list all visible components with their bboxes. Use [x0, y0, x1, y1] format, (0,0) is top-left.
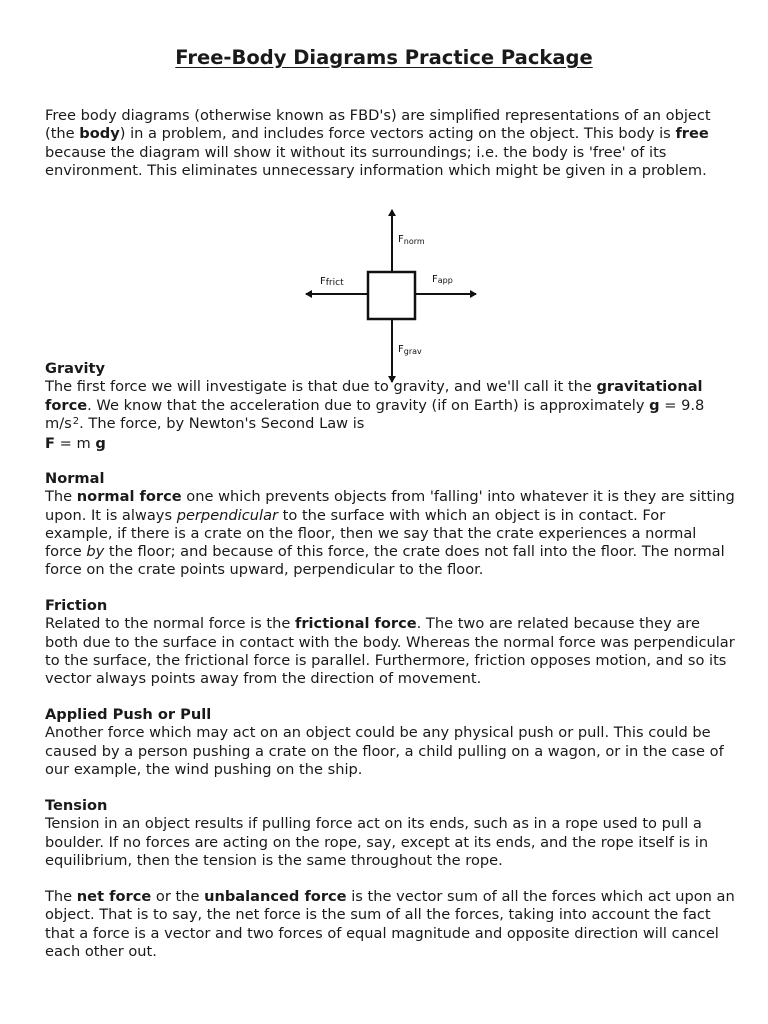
tension-heading: Tension [45, 797, 108, 814]
applied-section [45, 706, 735, 779]
normal-section [45, 470, 735, 580]
applied-heading: Applied Push or Pull [45, 706, 212, 723]
page-title: Free-Body Diagrams Practice Package [175, 46, 593, 69]
friction-force-label: Ffrict [320, 276, 344, 288]
gravity-heading: Gravity [45, 360, 106, 377]
normal-force-label: $F_{norm}$ [398, 234, 425, 246]
gravity-paragraph: The first force we will investigate is that due to gravity, and we'll call it the gravitational force. We know that the acceleration due to gravity (if on Earth) is approximately g = 9.8 $m/s^2$. The force, by Newton's Second Law is [45, 378, 705, 432]
normal-paragraph: The normal force one which prevents objects from 'falling' into whatever it is they are sitting upon. It is always perpendicular to the surface with which an object is in contact. For example, if there is a crate on the floor, then we say that the crate experiences a normal force by the floor; and because of this force, the crate does not fall into the floor. The normal force on the crate points upward, perpendicular to the floor. [45, 488, 735, 579]
tension-paragraph: Tension in an object results if pulling force act on its ends, such as in a rope used to pull a boulder. If no forces are acting on the rope, say, except at its ends, and the rope itself is in equilibrium, then the tension is the same throughout the rope. [45, 815, 709, 869]
gravity-formula: F = m g [45, 435, 106, 453]
applied-paragraph: Another force which may act on an object could be any physical push or pull. This could be caused by a person pushing a crate on the floor, a child pulling on a wagon, or in the case of our example, the wind pushing on the ship. [45, 724, 724, 778]
friction-paragraph: Related to the normal force is the frictional force. The two are related because they are both due to the surface in contact with the body. Whereas the normal force was perpendicular to the surface, the frictional force is parallel. Furthermore, friction opposes motion, and so its vector always points away from the direction of movement. [45, 615, 735, 688]
net-force-paragraph: The net force or the unbalanced force is the vector sum of all the forces which act upon an object. That is to say, the net force is the sum of all the forces, taking into account the fact that a force is a vector and two forces of equal magnitude and opposite direction will cancel each other out. [45, 888, 735, 960]
tension-section [45, 797, 735, 870]
body-box [368, 272, 415, 319]
intro-paragraph: Free body diagrams (otherwise known as FBD's) are simplified representations of an object (the body) in a problem, and includes force vectors acting on the object. This body is free because the diagram will show it without its surroundings; i.e. the body is 'free' of its environment. This eliminates unnecessary information which might be given in a problem. [45, 107, 711, 179]
friction-heading: Friction [45, 597, 108, 614]
gravity-force-label: $F_{grav}$ [398, 344, 422, 356]
friction-section [45, 597, 735, 688]
gravity-section [45, 360, 735, 453]
applied-force-label: Fapp [432, 274, 453, 285]
normal-heading: Normal [45, 470, 105, 487]
